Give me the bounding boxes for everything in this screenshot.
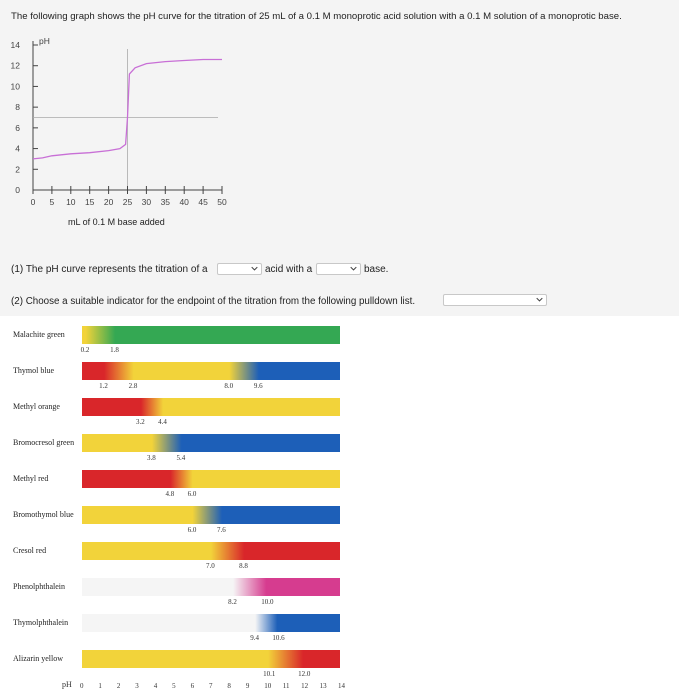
transition-high-label: 10.0 [261, 598, 274, 606]
indicator-color-band [82, 578, 340, 596]
chevron-down-icon [251, 265, 258, 272]
indicator-color-band [82, 470, 340, 488]
y-tick-label: 8 [15, 102, 20, 113]
y-axis-label: pH [39, 36, 50, 46]
indicator-name: Bromothymol blue [13, 510, 74, 519]
ph-tick-label: 14 [338, 682, 345, 690]
q1-prefix: (1) The pH curve represents the titration of a [11, 264, 208, 275]
acid-strength-select[interactable] [217, 263, 262, 275]
ph-tick-label: 3 [135, 682, 139, 690]
y-tick-label: 6 [15, 122, 20, 133]
ph-tick-label: 9 [245, 682, 250, 690]
transition-high-label: 10.6 [272, 634, 285, 642]
y-tick-label: 0 [15, 185, 20, 195]
transition-high-label: 12.0 [298, 670, 311, 678]
transition-low-label: 1.2 [99, 382, 108, 390]
x-tick-label: 50 [217, 197, 227, 207]
indicator-name: Malachite green [13, 330, 65, 339]
ph-tick-label: 7 [209, 682, 213, 690]
indicator-name: Methyl red [13, 474, 49, 483]
transition-low-label: 0.2 [80, 346, 90, 354]
transition-high-label: 9.6 [253, 382, 263, 390]
ph-curve-chart [0, 35, 240, 235]
transition-low-label: 3.2 [135, 418, 145, 426]
indicator-name: Phenolphthalein [13, 582, 65, 591]
y-tick-label: 10 [10, 81, 20, 92]
q2-text: (2) Choose a suitable indicator for the endpoint of the titration from the following pulldown list. [11, 296, 416, 307]
indicator-color-band [82, 542, 340, 560]
transition-high-label: 5.4 [176, 454, 186, 462]
transition-high-label: 4.4 [158, 418, 167, 426]
transition-high-label: 8.8 [239, 562, 248, 570]
chevron-down-icon [536, 296, 543, 303]
transition-high-label: 1.8 [110, 346, 119, 354]
chevron-down-icon [350, 265, 357, 272]
indicator-name: Alizarin yellow [13, 654, 63, 663]
x-tick-label: 10 [66, 197, 76, 207]
transition-low-label: 3.8 [147, 454, 156, 462]
transition-high-label: 7.6 [217, 526, 226, 534]
x-tick-label: 0 [30, 197, 36, 207]
transition-high-label: 6.0 [187, 490, 197, 498]
y-tick-label: 4 [15, 143, 20, 154]
transition-low-label: 8.2 [228, 598, 237, 606]
chart-x-label: mL of 0.1 M base added [68, 217, 165, 227]
transition-low-label: 10.1 [263, 670, 276, 678]
x-tick-label: 5 [49, 197, 55, 207]
transition-low-label: 4.8 [165, 490, 175, 498]
base-strength-select[interactable] [316, 263, 361, 275]
indicator-name: Cresol red [13, 546, 47, 555]
ph-axis-label: pH [62, 680, 72, 689]
x-tick-label: 20 [103, 197, 114, 207]
x-tick-label: 40 [179, 197, 189, 207]
indicator-color-band [82, 506, 340, 524]
indicator-color-band [82, 650, 340, 668]
ph-tick-label: 5 [172, 682, 176, 690]
ph-tick-label: 4 [153, 682, 158, 690]
ph-tick-label: 2 [116, 682, 121, 690]
transition-low-label: 8.0 [224, 382, 234, 390]
indicator-color-band [82, 614, 340, 632]
indicator-name: Thymolphthalein [13, 618, 69, 627]
ph-tick-label: 10 [264, 682, 272, 690]
y-tick-label: 14 [10, 40, 20, 50]
transition-high-label: 2.8 [128, 382, 138, 390]
indicator-select[interactable] [443, 294, 547, 306]
y-tick-label: 2 [15, 164, 20, 175]
indicator-color-band [82, 398, 340, 416]
ph-tick-label: 6 [190, 682, 195, 690]
indicator-color-band [82, 326, 340, 344]
ph-tick-label: 0 [80, 682, 84, 690]
ph-tick-label: 1 [98, 682, 102, 690]
x-tick-label: 35 [160, 197, 171, 207]
indicator-color-band [82, 362, 340, 380]
x-tick-label: 15 [84, 197, 95, 207]
x-tick-label: 45 [198, 197, 208, 207]
ph-tick-label: 13 [319, 682, 327, 690]
ph-tick-label: 12 [301, 682, 309, 690]
ph-tick-label: 11 [282, 682, 290, 690]
y-tick-label: 12 [10, 60, 20, 71]
transition-low-label: 7.0 [206, 562, 215, 570]
q1-suffix: base. [364, 264, 389, 275]
indicator-name: Thymol blue [13, 366, 55, 375]
ph-tick-label: 8 [227, 682, 231, 690]
indicator-color-band [82, 434, 340, 452]
indicator-chart [0, 316, 679, 700]
transition-low-label: 6.0 [187, 526, 197, 534]
x-tick-label: 25 [122, 197, 133, 207]
x-tick-label: 30 [141, 197, 152, 207]
indicator-name: Methyl orange [13, 402, 60, 411]
q1-middle: acid with a [265, 264, 313, 275]
indicator-name: Bromocresol green [13, 438, 75, 447]
transition-low-label: 9.4 [250, 634, 259, 642]
intro-text: The following graph shows the pH curve for the titration of 25 mL of a 0.1 M monoprotic acid solution with a 0.1 M solution of a monoprotic base. [11, 11, 622, 22]
